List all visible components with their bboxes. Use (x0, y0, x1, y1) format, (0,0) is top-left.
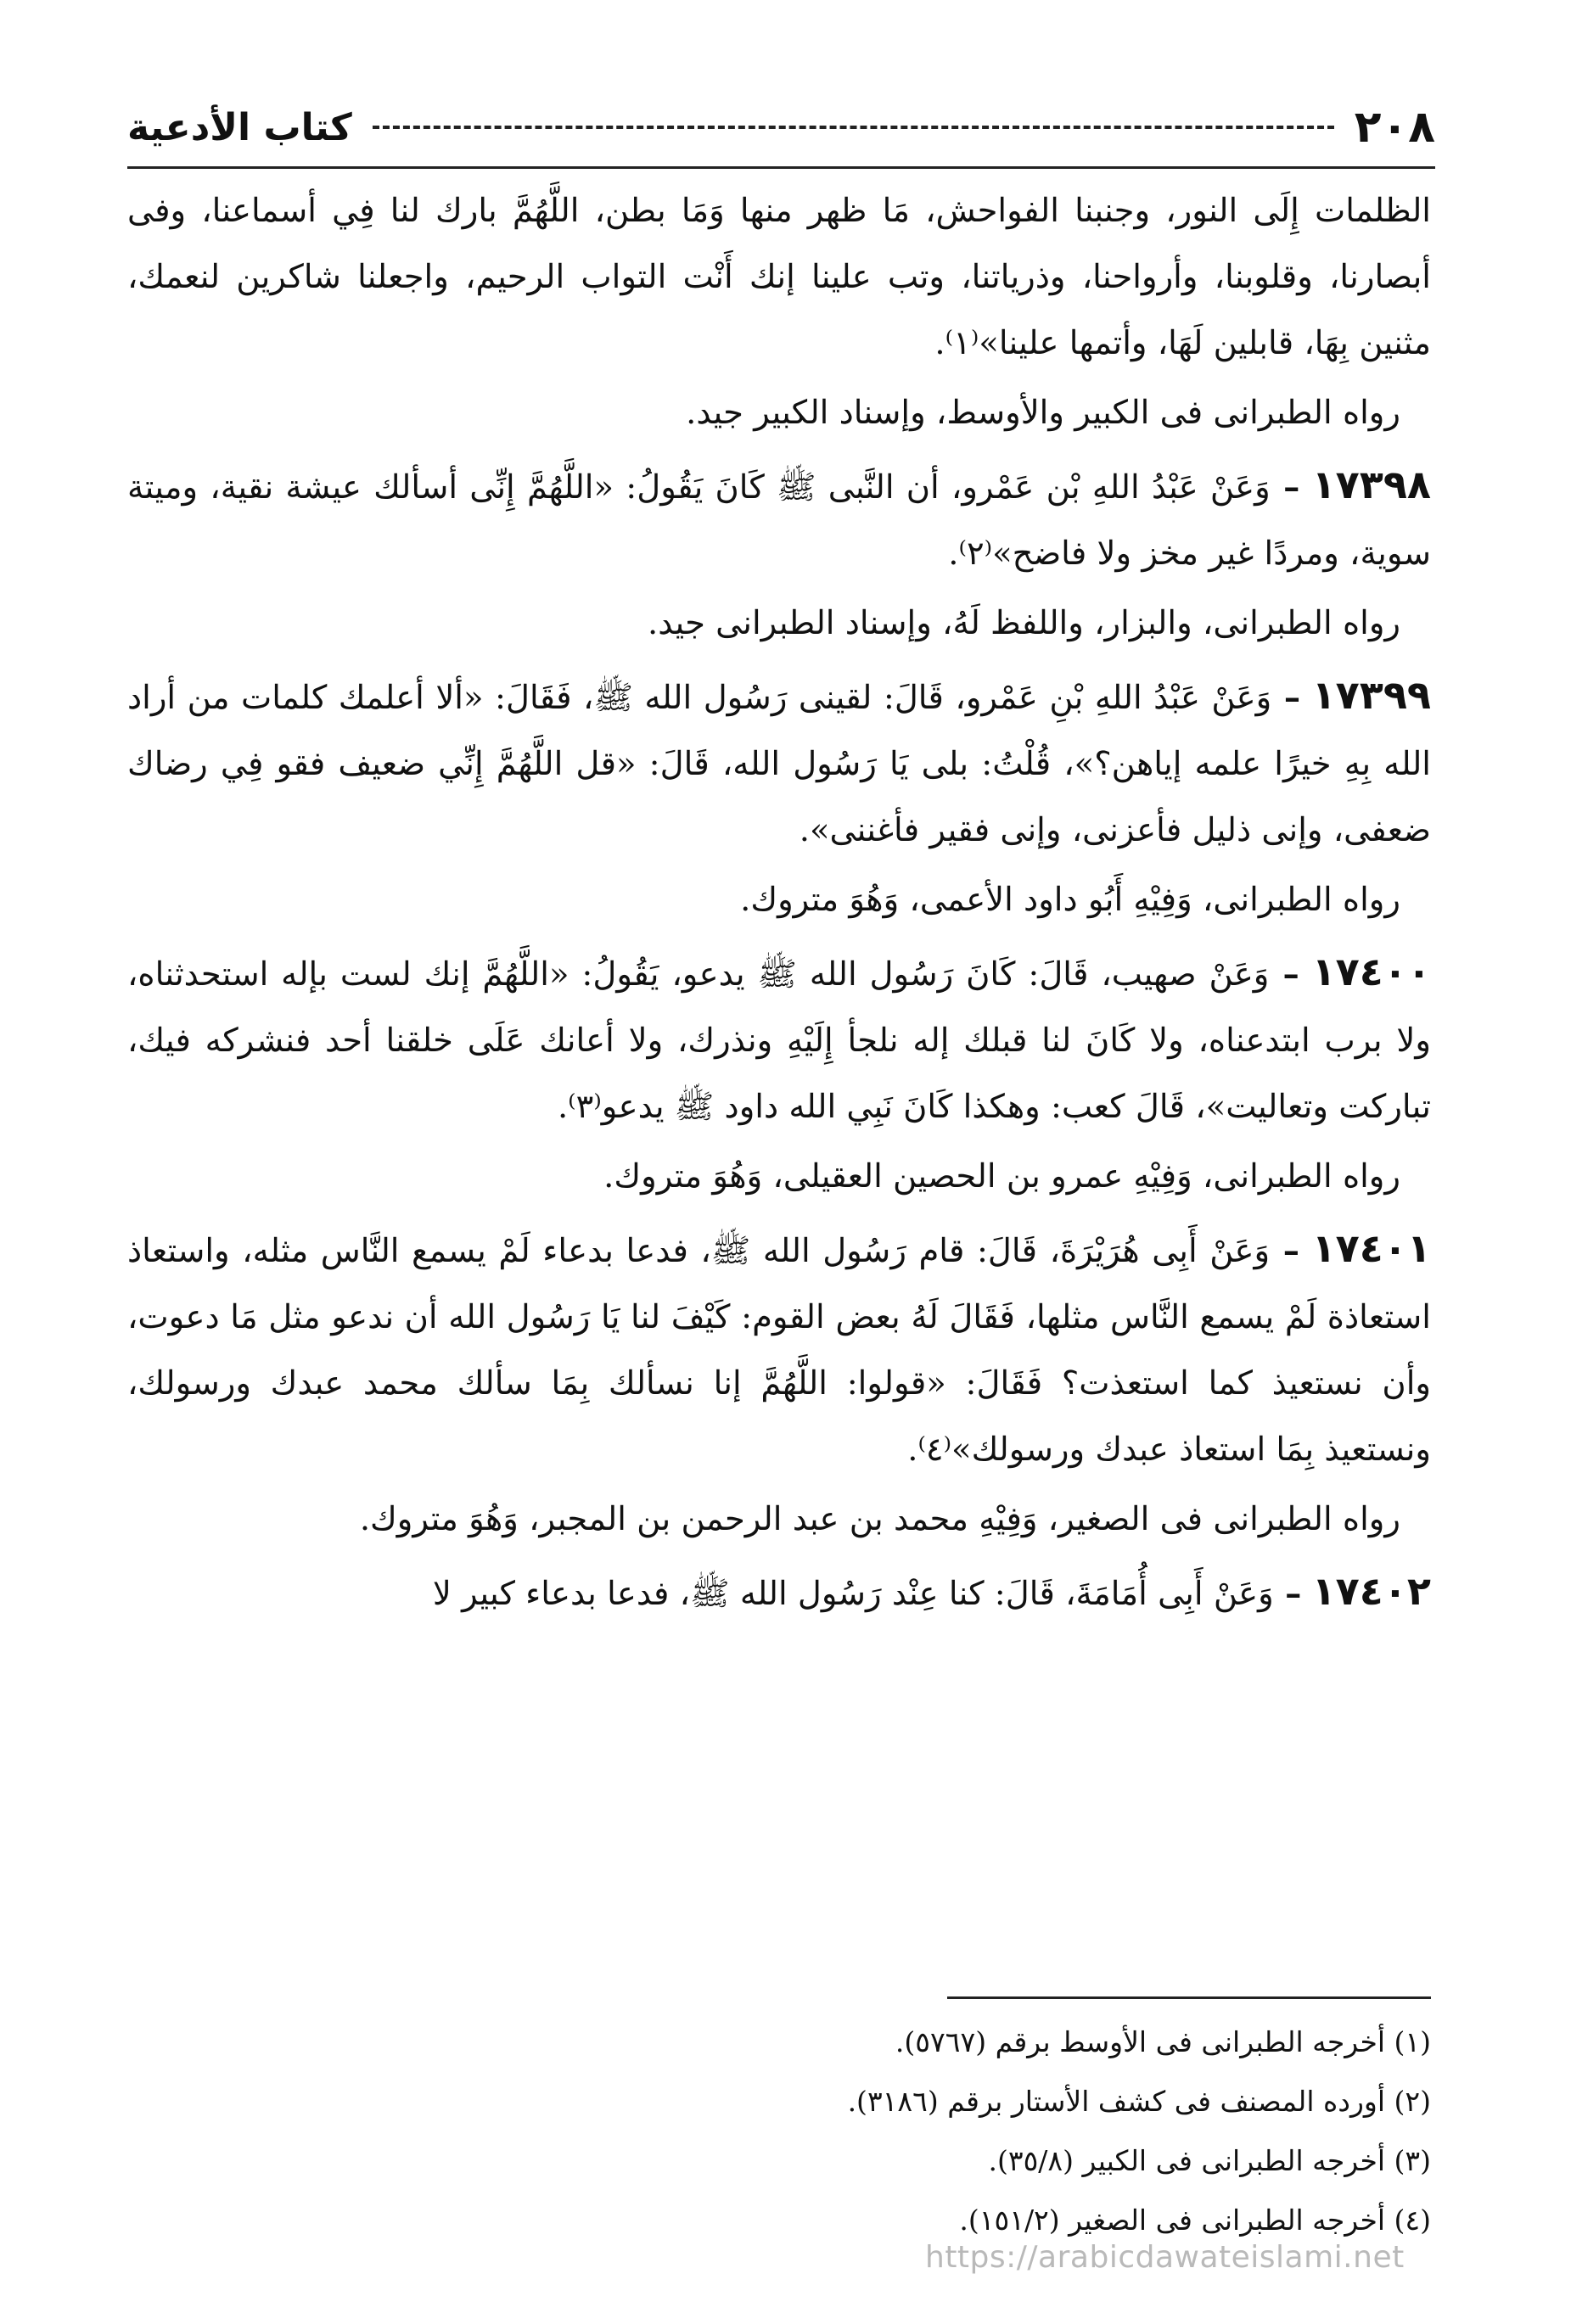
book-title: كتاب الأدعية (127, 105, 352, 149)
footnote: (١) أخرجه الطبرانى فى الأوسط برقم (٥٧٦٧). (895, 2025, 1431, 2058)
hadith-text: وَعَنْ صهيب، قَالَ: كَانَ رَسُول الله ﷺ يدعو، يَقُولُ: «اللَّهُمَّ إنك لست بإله استحدثناه، ولا برب ابتدعناه، ولا كَانَ لنا قبلك إله نلجأ إِلَيْهِ ونذرك، ولا أعانك عَلَى خلقنا أحد فنشركه فيك، تباركت وتعاليت»، قَالَ كعب: وهكذا كَانَ نَبِي الله داود ﷺ يدعو⁽٣⁾. (127, 955, 1431, 1126)
number-dash: – (1273, 1575, 1302, 1613)
paragraph-source (127, 380, 1431, 446)
hadith-entry (127, 938, 1431, 1140)
header-dashed-line (373, 126, 1334, 129)
source-text: رواه الطبرانى، وَفِيْهِ عمرو بن الحصين العقيلى، وَهُوَ متروك. (603, 1157, 1400, 1196)
source-text: رواه الطبرانى فى الكبير والأوسط، وإسناد الكبير جيد. (686, 394, 1400, 432)
hadith-text: وَعَنْ عَبْدُ اللهِ بْن عَمْرو، أن النَّبى ﷺ كَانَ يَقُولُ: «اللَّهُمَّ إِنِّى أسألك عيشة نقية، وميتة سوية، ومردًا غير مخز ولا فاضح»⁽٢⁾. (127, 468, 1431, 573)
source-text: رواه الطبرانى، وَفِيْهِ أَبُو داود الأعمى، وَهُوَ متروك. (740, 881, 1400, 919)
paragraph-source (127, 867, 1431, 933)
hadith-entry (127, 451, 1431, 587)
number-dash: – (1270, 468, 1300, 507)
hadith-number: ١٧٤٠٠ (1311, 949, 1431, 994)
hadith-number: ١٧٣٩٩ (1311, 672, 1431, 718)
hadith-number: ١٧٣٩٨ (1311, 462, 1431, 507)
hadith-number: ١٧٤٠١ (1311, 1225, 1431, 1271)
source-text: رواه الطبرانى، والبزار، واللفظ لَهُ، وإسناد الطبرانى جيد. (648, 604, 1400, 642)
source-text: رواه الطبرانى فى الصغير، وَفِيْهِ محمد بن عبد الرحمن بن المجبر، وَهُوَ متروك. (359, 1500, 1400, 1538)
paragraph-continuation (127, 178, 1431, 377)
paragraph-text: الظلمات إِلَى النور، وجنبنا الفواحش، مَا ظهر منها وَمَا بطن، اللَّهُمَّ بارك لنا فِي أسماعنا، وفى أبصارنا، وقلوبنا، وأرواحنا، وذرياتنا، وتب علينا إنك أَنْت التواب الرحيم، واجعلنا شاكرين لنعمك، مثنين بِهَا، قابلين لَهَا، وأتمها علينا»⁽١⁾. (127, 192, 1431, 362)
number-dash: – (1269, 955, 1299, 994)
running-header (127, 93, 1435, 161)
hadith-text: وَعَنْ عَبْدُ اللهِ بْنِ عَمْرو، قَالَ: لقينى رَسُول الله ﷺ، فَقَالَ: «ألا أعلمك كلمات من أراد الله بِهِ خيرًا علمه إياهن؟»، قُلْتُ: بلى يَا رَسُول الله، قَالَ: «قل اللَّهُمَّ إِنِّي ضعيف فقو فِي رضاك ضعفى، وإنى ذليل فأعزنى، وإنى فقير فأغننى». (127, 679, 1431, 849)
paragraph-source (127, 591, 1431, 657)
watermark-url: https://arabicdawateislami.net (925, 2240, 1405, 2275)
header-divider (127, 166, 1435, 169)
footnote: (٢) أورده المصنف فى كشف الأستار برقم (٣١٨٦). (847, 2085, 1431, 2118)
footnote: (٣) أخرجه الطبرانى فى الكبير (٣٥/٨). (988, 2144, 1431, 2177)
page-number: ٢٠٨ (1354, 102, 1435, 153)
number-dash: – (1271, 679, 1301, 717)
paragraph-source (127, 1487, 1431, 1553)
footnote: (٤) أخرجه الطبرانى فى الصغير (١٥١/٢). (959, 2204, 1431, 2237)
hadith-text: وَعَنْ أَبِى أُمَامَةَ، قَالَ: كنا عِنْد رَسُول الله ﷺ، فدعا بدعاء كبير لا (432, 1575, 1274, 1613)
main-text (127, 178, 1431, 1627)
hadith-entry (127, 662, 1431, 864)
hadith-entry (127, 1558, 1431, 1627)
hadith-text: وَعَنْ أَبِى هُرَيْرَةَ، قَالَ: قام رَسُول الله ﷺ، فدعا بدعاء لَمْ يسمع النَّاس مثله، واستعاذ استعاذة لَمْ يسمع النَّاس مثلها، فَقَالَ لَهُ بعض القوم: كَيْفَ لنا يَا رَسُول الله أن ندعو مثل مَا دعوت، وأن نستعيذ كما استعذت؟ فَقَالَ: «قولوا: اللَّهُمَّ إنا نسألك بِمَا سألك محمد عبدك ورسولك، ونستعيذ بِمَا استعاذ عبدك ورسولك»⁽٤⁾. (127, 1232, 1431, 1469)
footnote-divider (947, 1996, 1431, 1999)
paragraph-source (127, 1144, 1431, 1210)
hadith-entry (127, 1215, 1431, 1483)
footnotes (424, 2013, 1431, 2250)
hadith-number: ١٧٤٠٢ (1311, 1568, 1431, 1614)
number-dash: – (1270, 1232, 1300, 1270)
